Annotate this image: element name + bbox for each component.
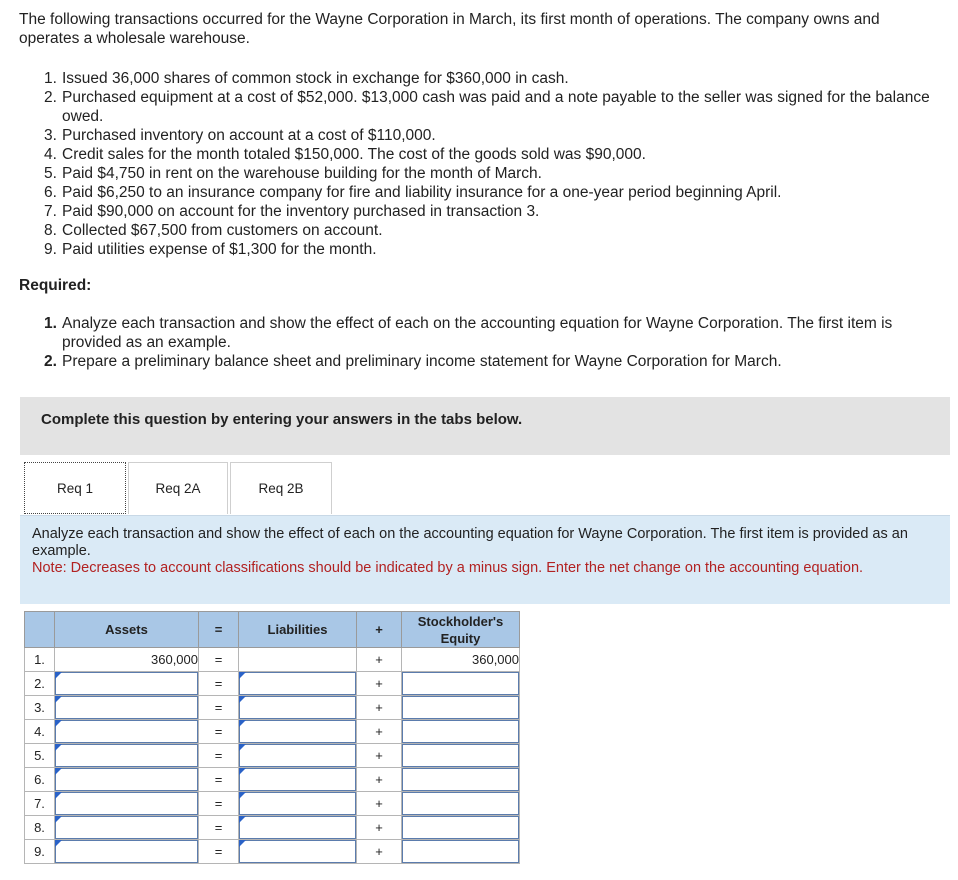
list-item: 2. Purchased equipment at a cost of $52,000. $13,000 cash was paid and a note payable to the seller was signed for the balance owed. [44,89,930,125]
assets-input[interactable] [55,696,198,719]
plus-sign: + [357,768,402,792]
tab-req-2a[interactable]: Req 2A [128,462,228,514]
equals-sign: = [199,720,239,744]
required-list [44,314,944,371]
table-row [25,720,520,744]
equals-sign: = [199,696,239,720]
equals-sign: = [199,768,239,792]
row-number: 2. [25,672,55,696]
row-number: 6. [25,768,55,792]
header-equals: = [199,612,239,648]
row-number: 3. [25,696,55,720]
banner-text: Complete this question by entering your answers in the tabs below. [41,411,523,428]
liabilities-input[interactable] [239,696,356,719]
tab-req-1[interactable]: Req 1 [24,462,126,514]
equals-sign: = [199,816,239,840]
equity-input[interactable] [402,768,519,791]
table-row [25,768,520,792]
table-header-row [25,612,520,648]
equity-input[interactable] [402,792,519,815]
header-plus: + [357,612,402,648]
dropdown-flag-icon [239,696,246,703]
instruction-note: Note: Decreases to account classifications should be indicated by a minus sign. Enter the net change on the accounting equation. [32,560,864,576]
dropdown-flag-icon [239,744,246,751]
dropdown-flag-icon [55,816,62,823]
equity-input[interactable] [402,696,519,719]
tab-req-2b[interactable]: Req 2B [230,462,332,514]
equals-sign: = [199,840,239,864]
required-heading: Required: [19,277,92,294]
accounting-equation-table [24,611,520,864]
dropdown-flag-icon [239,816,246,823]
equity-input[interactable] [402,840,519,863]
dropdown-flag-icon [55,672,62,679]
list-item: 4. Credit sales for the month totaled $150,000. The cost of the goods sold was $90,000. [44,146,646,163]
equity-input[interactable] [402,672,519,695]
header-equity: Stockholder's Equity [402,612,520,648]
dropdown-flag-icon [239,792,246,799]
equals-sign: = [199,744,239,768]
assets-input[interactable] [55,816,198,839]
plus-sign: + [357,840,402,864]
dropdown-flag-icon [239,720,246,727]
row-number: 1. [25,648,55,672]
assets-value: 360,000 [55,648,199,672]
header-liabilities: Liabilities [239,612,357,648]
liabilities-input[interactable] [239,792,356,815]
list-item: 8. Collected $67,500 from customers on account. [44,222,383,239]
equals-sign: = [199,792,239,816]
dropdown-flag-icon [239,768,246,775]
assets-input[interactable] [55,672,198,695]
header-assets: Assets [55,612,199,648]
plus-sign: + [357,648,402,672]
list-item: 9. Paid utilities expense of $1,300 for the month. [44,241,377,258]
table-row [25,792,520,816]
plus-sign: + [357,792,402,816]
instruction-text: Analyze each transaction and show the effect of each on the accounting equation for Wayne Corporation. The first item is provided as an example. [32,526,908,559]
instruction-banner [20,397,950,455]
transaction-list [44,69,944,259]
list-item: 7. Paid $90,000 on account for the inventory purchased in transaction 3. [44,203,540,220]
row-number: 5. [25,744,55,768]
list-item: 2. Prepare a preliminary balance sheet and preliminary income statement for Wayne Corporation for March. [44,353,782,370]
dropdown-flag-icon [55,768,62,775]
dropdown-flag-icon [55,840,62,847]
dropdown-flag-icon [239,840,246,847]
table-row [25,696,520,720]
table-row [25,816,520,840]
equity-input[interactable] [402,744,519,767]
problem-intro: The following transactions occurred for the Wayne Corporation in March, its first month of operations. The company owns and operates a wholesale warehouse. [19,11,880,47]
equity-value: 360,000 [402,648,520,672]
row-number: 8. [25,816,55,840]
liabilities-input[interactable] [239,744,356,767]
liabilities-input[interactable] [239,672,356,695]
liabilities-input[interactable] [239,720,356,743]
plus-sign: + [357,672,402,696]
plus-sign: + [357,696,402,720]
dropdown-flag-icon [55,792,62,799]
assets-input[interactable] [55,792,198,815]
liabilities-input[interactable] [239,840,356,863]
plus-sign: + [357,816,402,840]
plus-sign: + [357,720,402,744]
dropdown-flag-icon [55,696,62,703]
table-row [25,840,520,864]
header-number [25,612,55,648]
list-item: 3. Purchased inventory on account at a cost of $110,000. [44,127,436,144]
dropdown-flag-icon [55,744,62,751]
table-row [25,744,520,768]
table-row [25,672,520,696]
equals-sign: = [199,672,239,696]
list-item: 1. Analyze each transaction and show the effect of each on the accounting equation for Wayne Corporation. The first item is provided as an example. [44,315,893,351]
list-item: 5. Paid $4,750 in rent on the warehouse building for the month of March. [44,165,542,182]
assets-input[interactable] [55,744,198,767]
list-item: 1. Issued 36,000 shares of common stock in exchange for $360,000 in cash. [44,70,569,87]
assets-input[interactable] [55,768,198,791]
tab-instructions [20,515,950,604]
liabilities-input[interactable] [239,816,356,839]
assets-input[interactable] [55,720,198,743]
equity-input[interactable] [402,816,519,839]
row-number: 9. [25,840,55,864]
row-number: 4. [25,720,55,744]
list-item: 6. Paid $6,250 to an insurance company for fire and liability insurance for a one-year period beginning April. [44,184,782,201]
liabilities-input[interactable] [239,768,356,791]
dropdown-flag-icon [239,672,246,679]
equals-sign: = [199,648,239,672]
table-row [25,648,520,672]
dropdown-flag-icon [55,720,62,727]
row-number: 7. [25,792,55,816]
equity-input[interactable] [402,720,519,743]
liabilities-value [239,648,357,672]
plus-sign: + [357,744,402,768]
assets-input[interactable] [55,840,198,863]
